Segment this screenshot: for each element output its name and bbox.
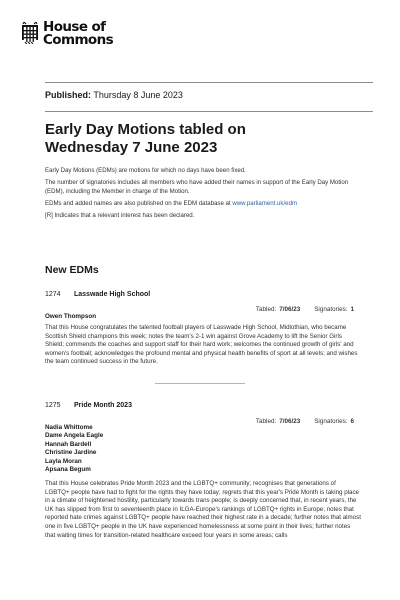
- intro-notes: [45, 167, 360, 224]
- house-of-commons-logo: [20, 21, 113, 47]
- sponsor-name: Nadia Whittome: [45, 424, 93, 431]
- signatories-label: Signatories:: [314, 418, 348, 425]
- signatories-count: 1: [350, 306, 354, 313]
- title-line-2: Wednesday 7 June 2023: [45, 139, 218, 156]
- logo-line-1: House of: [43, 19, 106, 35]
- sponsor-name: Dame Angela Eagle: [45, 432, 104, 440]
- published-label: Published:: [45, 90, 92, 100]
- edm-title: Lasswade High School: [74, 291, 151, 298]
- top-divider: [45, 82, 373, 83]
- tabled-label: Tabled:: [255, 306, 277, 313]
- edm-heading: [45, 402, 132, 409]
- sponsor-name: Owen Thompson: [45, 313, 97, 320]
- edm-title: Pride Month 2023: [74, 402, 132, 409]
- edm-separator: [155, 383, 245, 384]
- sponsor-name: Christine Jardine: [45, 449, 97, 457]
- logo-wordmark: [43, 21, 113, 47]
- signatories-count: 6: [350, 418, 354, 425]
- intro-paragraph-2: The number of signatories includes all members who have added their names in support of the Early Day Motion (EDM), including the Member in charge of the Motion.: [45, 179, 349, 195]
- edm-text: That this House celebrates Pride Month 2023 and the LGBTQ+ community; recognises that generations of LGBTQ+ people have had to fight for the rights they have today; regrets that this year's Pride Month is taking place in a climate of heightened hostility, particularly towards trans people; is deeply concerned that, in recent years, the UK has slipped from first to seventeenth place in ILGA-Europe's rankings of LGBTQ+ rights in Europe; notes that reported hate crimes against LGBTQ+ people have reached their highest rate in a decade; further notes that almost one in five LGBTQ+ people in the UK have experienced homelessness at some point in their lives; further notes that waiting times for transition-related healthcare exceed four years in some areas; calls: [45, 480, 361, 539]
- sponsor-name: Hannah Bardell: [45, 440, 92, 448]
- edm-number: 1274: [45, 291, 61, 298]
- published-line: [45, 90, 183, 100]
- tabled-date: 7/06/23: [279, 306, 301, 313]
- tabled-label: Tabled:: [255, 418, 277, 425]
- edm-heading: [45, 291, 150, 298]
- edm-meta: [256, 418, 354, 425]
- edm-database-link[interactable]: www.parliament.uk/edm: [232, 199, 298, 207]
- portcullis-icon: [20, 22, 40, 44]
- edm-meta: [256, 306, 354, 313]
- edm-sponsors: [45, 424, 103, 474]
- logo-line-2: Commons: [43, 32, 114, 48]
- section-title-new-edms: New EDMs: [45, 264, 99, 276]
- signatories-label: Signatories:: [314, 306, 348, 313]
- edm-number: 1275: [45, 402, 61, 409]
- edm-text: That this House congratulates the talented football players of Lasswade High School, Midlothian, who became Scottish Shield champions this week; notes the team's 2-1 win against Grove Academy to lift the Senior Girls Shield; commends the coaches and support staff for their hard work; welcomes the continued growth of girls' and women's football; acknowledges the profound mental and physical health benefits of sport at all levels; and wishes the team continued success in the future.: [45, 324, 358, 366]
- published-divider: [45, 111, 373, 112]
- tabled-date: 7/06/23: [279, 418, 301, 425]
- published-date: Thursday 8 June 2023: [93, 90, 183, 100]
- edm-sponsors: [45, 313, 96, 321]
- page-title: [45, 121, 365, 157]
- title-line-1: Early Day Motions tabled on: [45, 121, 246, 138]
- intro-paragraph-3: [45, 200, 360, 209]
- sponsor-name: Apsana Begum: [45, 466, 91, 474]
- intro-paragraph-1: Early Day Motions (EDMs) are motions for which no days have been fixed.: [45, 167, 246, 174]
- intro-paragraph-4: [R] Indicates that a relevant interest has been declared.: [45, 211, 195, 219]
- sponsor-name: Layla Moran: [45, 457, 82, 465]
- edm-database-text: EDMs and added names are also published on the EDM database at: [45, 199, 233, 207]
